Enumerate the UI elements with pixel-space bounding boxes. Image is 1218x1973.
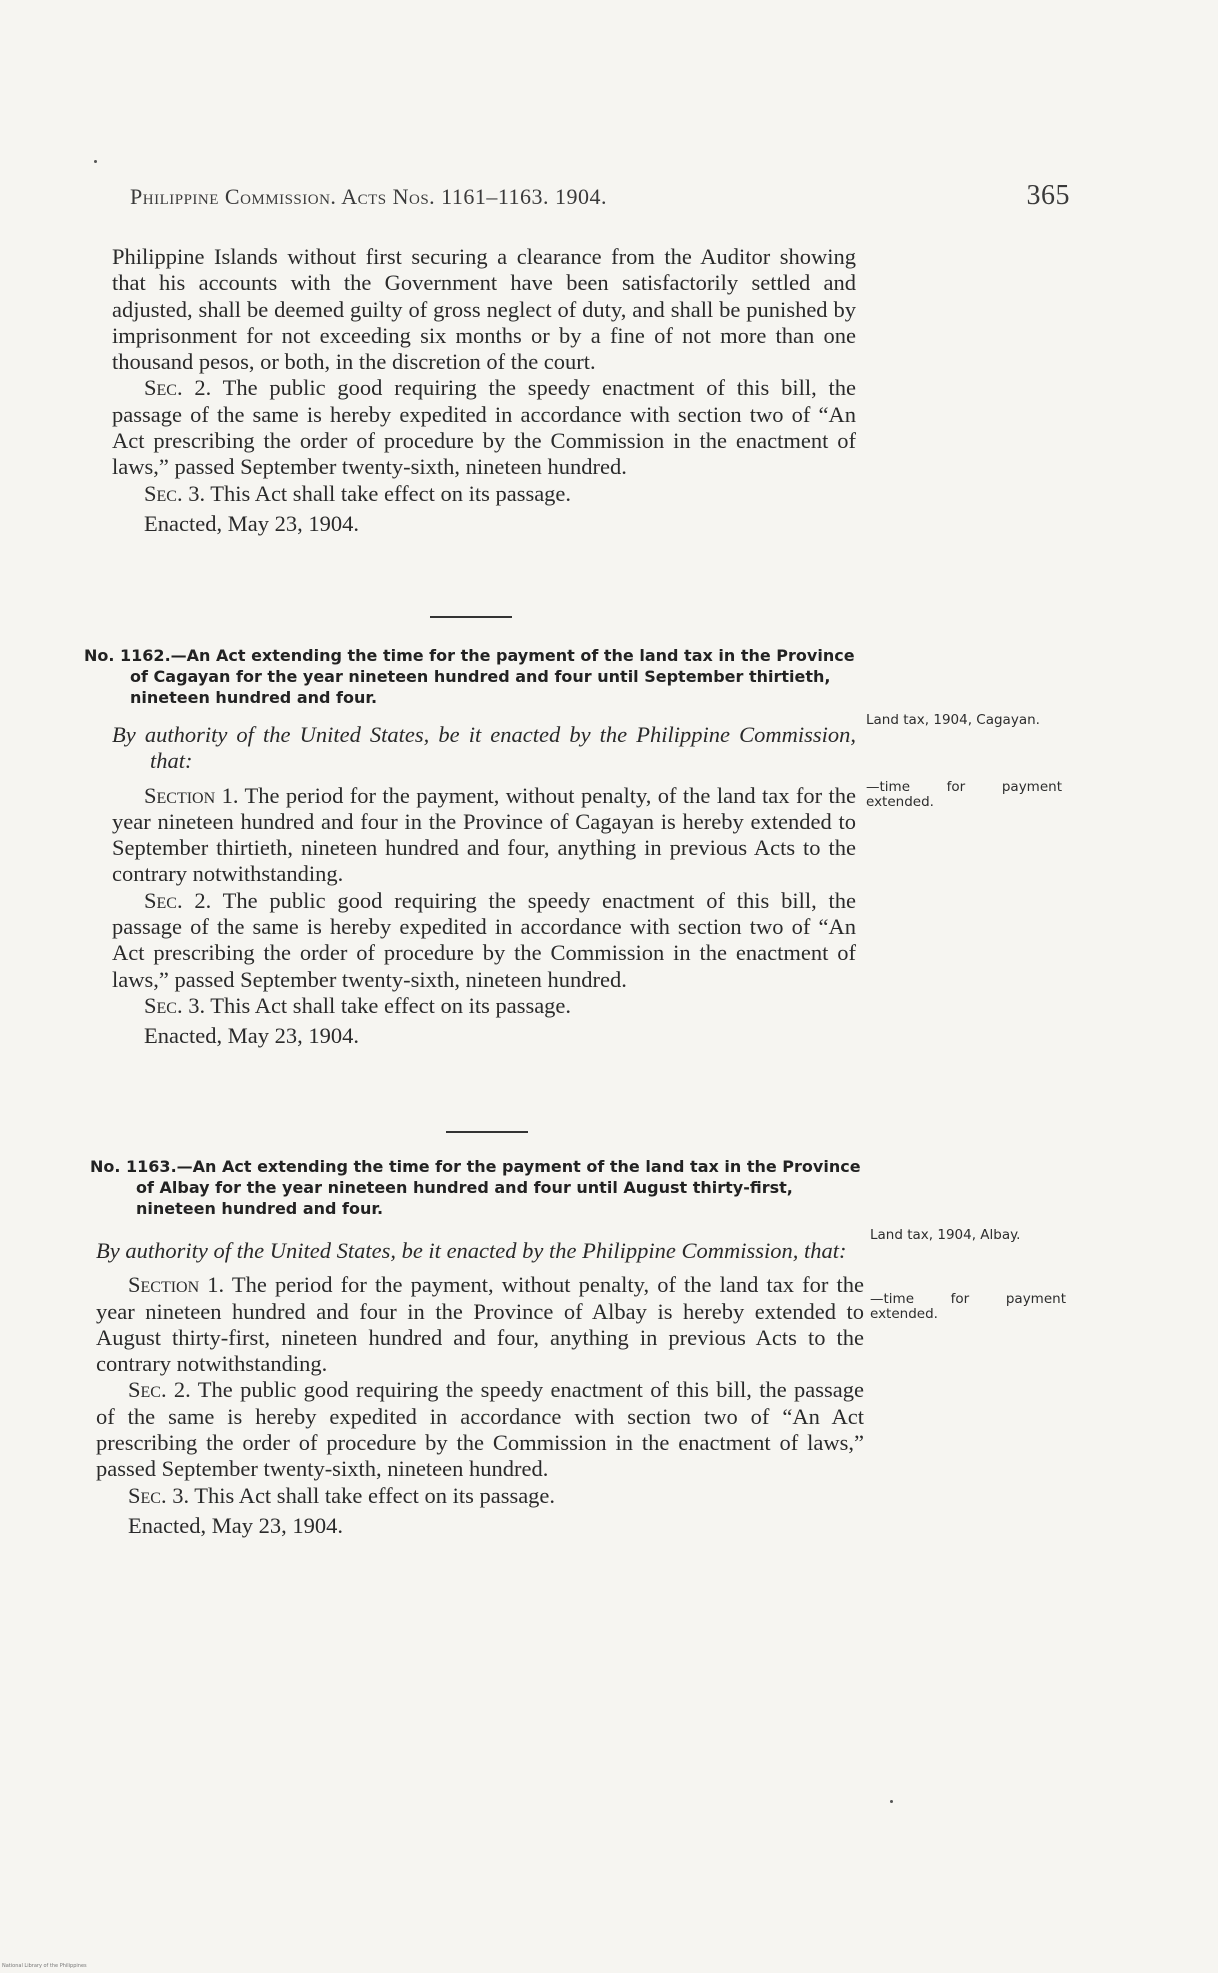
act-number: No. 1163. [90,1157,177,1176]
section-label: Section 1. [144,782,239,808]
separator-rule [446,1131,528,1133]
act-1161-tail [112,244,856,537]
act-1161-enacted: Enacted, May 23, 1904. [144,510,359,536]
act-1163-section-3 [96,1483,864,1509]
section-text: The public good requiring the speedy enactment of this bill, the passage of the same is hereby expedited in accordance with section two of “An Act prescribing the order of procedure by the Commission in the enactment of laws,” passed September twenty-sixth, nineteen hundred. [112,887,856,992]
section-text: The public good requiring the speedy enactment of this bill, the passage of the same is hereby expedited in accordance with section two of “An Act prescribing the order of procedure by the Commission in the enactment of laws,” passed September twenty-sixth, nineteen hundred. [96,1377,864,1482]
act-1161-paragraph: Philippine Islands without first securing a clearance from the Auditor showing that his accounts with the Government have been satisfactorily settled and adjusted, shall be deemed guilty of gross neglect of duty, and shall be punished by imprisonment for not exceeding six months or by a fine of not more than one thousand pesos, or both, in the discretion of the court. [112,244,856,375]
section-text: The period for the payment, without penalty, of the land tax for the year nineteen hundred and four in the Province of Albay is hereby extended to August thirty-first, nineteen hundred and four, anything in previous Acts to the contrary notwithstanding. [96,1272,864,1377]
speck-mark [890,1800,893,1803]
section-label: Sec. 3. [144,992,206,1018]
act-1162-section-1 [112,783,856,888]
section-text: This Act shall take effect on its passage. [205,480,572,506]
page-number: 365 [1026,180,1070,211]
margin-note-time-extended: —time for payment extended. [870,1291,1066,1322]
act-1162-body [112,722,856,1050]
act-1162-enacted: Enacted, May 23, 1904. [144,1023,359,1049]
act-1161-section-2 [112,375,856,480]
act-1163-heading [90,1156,870,1219]
section-text: The public good requiring the speedy enactment of this bill, the passage of the same is hereby expedited in accordance with section two of “An Act prescribing the order of procedure by the Commission in the enactment of laws,” passed September twenty-sixth, nineteen hundred. [112,375,856,480]
scan-footer: National Library of the Philippines [2,1963,87,1969]
section-label: Sec. 3. [144,480,206,506]
section-text: This Act shall take effect on its passage. [189,1482,556,1508]
act-1161-section-3 [112,481,856,507]
act-1163-section-1 [96,1272,864,1377]
margin-note-time-extended: —time for payment extended. [866,779,1062,810]
act-title: —An Act extending the time for the payment of the land tax in the Province of Albay for the year nineteen hundred and four until August thirty-first, nineteen hundred and four. [136,1157,861,1218]
act-1163-section-2 [96,1377,864,1482]
section-label: Sec. 3. [128,1482,190,1508]
enacting-clause: By authority of the United States, be it enacted by the Philippine Commission, that: [112,722,856,774]
separator-rule [430,616,512,618]
enacting-clause: By authority of the United States, be it enacted by the Philippine Commission, that: [96,1238,847,1263]
act-1163-enacted: Enacted, May 23, 1904. [128,1512,343,1538]
act-number: No. 1162. [84,646,171,665]
section-text: The period for the payment, without penalty, of the land tax for the year nineteen hundred and four in the Province of Cagayan is hereby extended to September thirtieth, nineteen hundred and four, anything in previous Acts to the contrary notwithstanding. [112,782,857,887]
act-1162-section-3 [112,993,856,1019]
running-head [130,180,1070,216]
act-1162-section-2 [112,888,856,993]
margin-note-land-tax-albay: Land tax, 1904, Albay. [870,1227,1021,1243]
section-label: Sec. 2. [144,375,212,401]
act-1163-body [96,1238,864,1539]
section-label: Sec. 2. [144,887,212,913]
section-label: Sec. 2. [128,1377,191,1403]
act-1162-heading [84,645,864,708]
section-label: Section 1. [128,1272,225,1298]
running-head-title: Philippine Commission. Acts Nos. 1161–1163. 1904. [130,184,608,209]
act-title: —An Act extending the time for the payment of the land tax in the Province of Cagayan for the year nineteen hundred and four until September thirtieth, nineteen hundred and four. [130,646,855,707]
speck-mark [94,160,97,163]
section-text: This Act shall take effect on its passage. [205,992,572,1018]
margin-note-land-tax-cagayan: Land tax, 1904, Cagayan. [866,712,1040,728]
